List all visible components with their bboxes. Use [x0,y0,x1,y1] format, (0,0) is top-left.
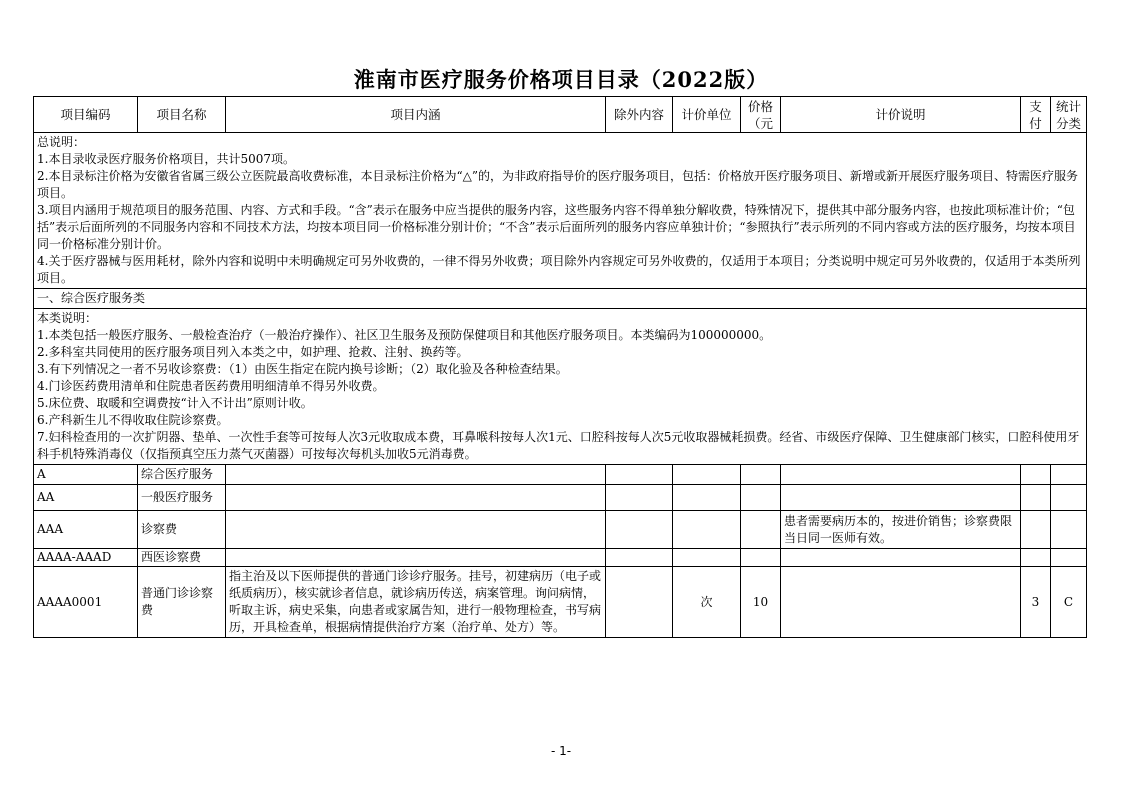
cell-price [741,549,781,567]
section-title-row [34,289,1087,309]
section-note: 6.产科新生儿不得收取住院诊察费。 [37,413,229,427]
page-title: 淮南市医疗服务价格项目目录（2022版） [353,67,769,92]
general-note: 1.本目录收录医疗服务价格项目，共计5007项。 [37,152,295,166]
cell-desc [781,567,1021,638]
cell-pay [1021,465,1051,485]
item-name: 综合医疗服务 [141,467,214,481]
table-row [34,567,1087,638]
header-unit: 计价单位 [673,97,741,133]
cell-code: AA [34,485,138,511]
cell-unit [673,549,741,567]
cell-unit [673,485,741,511]
cell-name: 诊察费 [138,511,226,549]
header-excluded: 除外内容 [606,97,673,133]
cell-desc: 患者需要病历本的，按进价销售；诊察费限当日同一医师有效。 [781,511,1021,549]
header-pay: 支付 [1021,97,1051,133]
cell-excluded [606,567,673,638]
general-note: 4.关于医疗器械与医用耗材，除外内容和说明中未明确规定可另外收费的，一律不得另外收费；项目除外内容规定可另外收费的，仅适用于本项目；分类说明中规定可另外收费的，仅适用于本类所列项目。 [37,254,1081,285]
cell-desc [781,549,1021,567]
cell-desc [781,465,1021,485]
cell-content [226,465,606,485]
section-note: 2.多科室共同使用的医疗服务项目列入本类之中，如护理、抢救、注射、换药等。 [37,345,469,359]
table-row [34,465,1087,485]
item-name: 一般医疗服务 [141,490,214,504]
header-desc: 计价说明 [781,97,1021,133]
cell-price [741,485,781,511]
general-notes-heading: 总说明： [37,135,86,149]
cell-price [741,511,781,549]
header-code: 项目编码 [34,97,138,133]
general-notes [34,133,1087,289]
section-title: 一、综合医疗服务类 [34,289,1087,309]
cell-name: 普通门诊诊察费 [138,567,226,638]
section-note: 1.本类包括一般医疗服务、一般检查治疗（一般治疗操作）、社区卫生服务及预防保健项目和其他医疗服务项目。本类编码为100000000。 [37,328,772,342]
header-stat: 统计分类 [1051,97,1087,133]
cell-unit: 次 [673,567,741,638]
table-row [34,485,1087,511]
cell-name: 西医诊察费 [138,549,226,567]
cell-code: A [34,465,138,485]
cell-code: AAAA0001 [34,567,138,638]
header-name: 项目名称 [138,97,226,133]
table-row [34,511,1087,549]
cell-stat: C [1051,567,1087,638]
cell-excluded [606,549,673,567]
cell-price [741,465,781,485]
cell-content [226,549,606,567]
section-notes-row [34,309,1087,465]
cell-name [138,485,226,511]
section-note: 7.妇科检查用的一次扩阴器、垫单、一次性手套等可按每人次3元收取成本费，耳鼻喉科按每人次1元、口腔科按每人次5元收取器械耗损费。经省、市级医疗保障、卫生健康部门核实，口腔科使用牙科手机特殊消毒仪（仅指预真空压力蒸气灭菌器）可按每次每机头加收5元消毒费。 [37,430,1080,461]
cell-pay [1021,549,1051,567]
cell-unit [673,465,741,485]
cell-content [226,511,606,549]
cell-code: AAAA-AAAD [34,549,138,567]
cell-stat [1051,465,1087,485]
cell-content: 指主治及以下医师提供的普通门诊诊疗服务。挂号，初建病历（电子或纸质病历），核实就诊者信息，就诊病历传送，病案管理。询问病情，听取主诉，病史采集，向患者或家属告知，进行一般物理检查，书写病历，开具检查单，根据病情提供治疗方案（治疗单、处方）等。 [226,567,606,638]
cell-stat [1051,485,1087,511]
general-note: 3.项目内涵用于规范项目的服务范围、内容、方式和手段。“含”表示在服务中应当提供的服务内容，这些服务内容不得单独分解收费，特殊情况下，提供其中部分服务内容，也按此项标准计价；“包括”表示后面所列的不同服务内容和不同技术方法，均按本项目同一价格标准分别计价；“不含”表示后面所列的服务内容应单独计价；“参照执行”表示所列的不同内容或方法的医疗服务，均按本项目同一价格标准分别计价。 [37,203,1076,251]
header-content: 项目内涵 [226,97,606,133]
cell-pay: 3 [1021,567,1051,638]
section-notes-heading: 本类说明： [37,311,98,325]
cell-desc [781,485,1021,511]
section-note: 5.床位费、取暖和空调费按“计入不计出”原则计收。 [37,396,313,410]
section-note: 4.门诊医药费用清单和住院患者医药费用明细清单不得另外收费。 [37,379,385,393]
cell-excluded [606,485,673,511]
page-number: - 1- [550,744,572,758]
cell-price: 10 [741,567,781,638]
cell-pay [1021,511,1051,549]
section-notes [34,309,1087,465]
cell-name [138,465,226,485]
price-table [33,96,1087,638]
cell-stat [1051,549,1087,567]
cell-code: AAA [34,511,138,549]
section-note: 3.有下列情况之一者不另收诊察费：（1）由医生指定在院内换号诊断；（2）取化验及各种检查结果。 [37,362,568,376]
cell-unit [673,511,741,549]
table-row [34,549,1087,567]
general-note: 2.本目录标注价格为安徽省省属三级公立医院最高收费标准，本目录标注价格为“△”的，为非政府指导价的医疗服务项目，包括：价格放开医疗服务项目、新增或新开展医疗服务项目、特需医疗服务项目。 [37,169,1078,200]
header-price: 价格（元 [741,97,781,133]
cell-content [226,485,606,511]
cell-excluded [606,511,673,549]
cell-excluded [606,465,673,485]
cell-pay [1021,485,1051,511]
general-notes-row [34,133,1087,289]
table-header-row [34,97,1087,133]
cell-stat [1051,511,1087,549]
